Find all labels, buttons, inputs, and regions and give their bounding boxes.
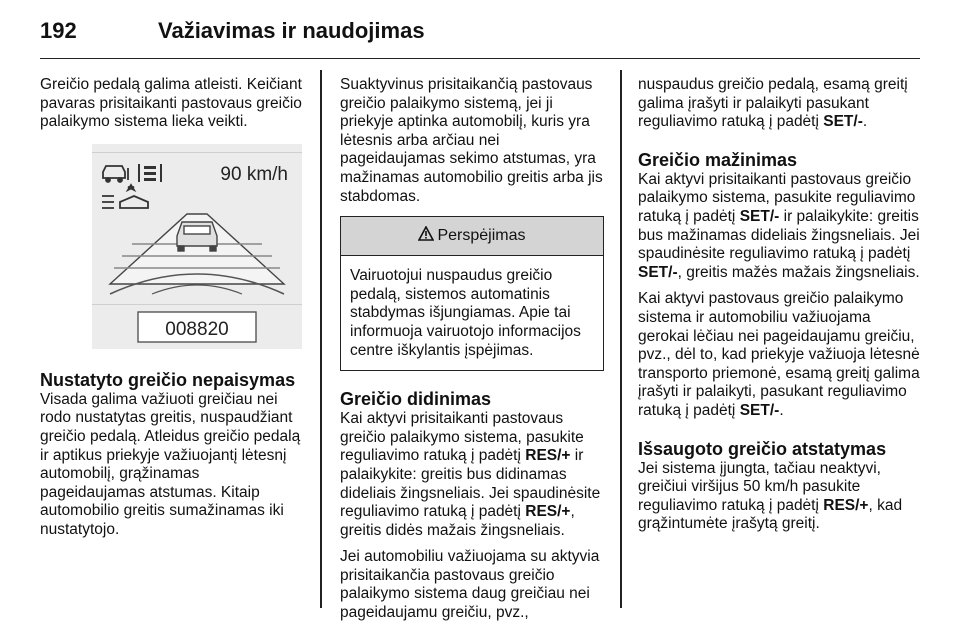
paragraph: Greičio pedalą galima atleisti. Keičiant pavaras prisitaikanti pastovaus greičio palaikymo sistema lieka veikti. [40, 76, 302, 131]
paragraph: Jei automobiliu važiuojama su aktyvia prisitaikančia pastovaus greičio palaikymo sistema daug greičiau nei pageidaujamu greičiu, pvz., [340, 548, 600, 622]
paragraph: Kai aktyvi prisitaikanti pastovaus greičio palaikymo sistema, pasukite reguliavimo ratuką į padėtį RES/+ ir palaikykite: greitis bus didinamas dideliais žingsneliais. Jei spaudinėsite reguliavimo ratuką į padėtį RES/+, greitis didės mažais žingsneliais. [340, 410, 601, 539]
paragraph: Suaktyvinus prisitaikančią pastovaus greičio palaikymo sistemą, jei ji priekyje aptinka automobilį, kuris yra lėtesnis arba arčiau nei pageidaujamas sekimo atstumas, yra mažinamas automobilio greitis arba jis stabdomas. [340, 76, 603, 205]
column-1 [40, 76, 308, 540]
paragraph: Kai aktyvi pastovaus greičio palaikymo sistema ir automobiliu važiuojama gerokai lėčiau nei pageidaujamu greičiu, pvz., dėl to, kad priekyje važiuoja lėtesnė transporto priemonė, esamą greitį galima įrašyti ir palaikyti, pasukant reguliavimo ratuką į padėtį SET/-. [638, 290, 920, 419]
paragraph: Visada galima važiuoti greičiau nei rodo nustatytas greitis, nuspaudžiant greičio pedalą. Atleidus greičio pedalą ir aptikus priekyje važiuojantį lėtesnį automobilį, grąžinamas pageidaujamas atstumas. Kitaip automobilio greitis sumažinamas iki nustatytojo. [40, 390, 301, 538]
paragraph: nuspaudus greičio pedalą, esamą greitį galima įrašyti ir palaikyti pasukant reguliavimo ratuką į padėtį SET/-. [638, 76, 908, 131]
page-header [40, 8, 920, 59]
odometer-readout: 008820 [165, 318, 229, 340]
section-heading: Nustatyto greičio nepaisymas [40, 369, 296, 390]
column-divider-1 [320, 70, 322, 608]
page-number: 192 [40, 18, 77, 43]
section-heading: Greičio didinimas [340, 389, 492, 410]
acc-display-illustration [92, 144, 302, 349]
paragraph: Jei sistema įjungta, tačiau neaktyvi, greičiui viršijus 50 km/h pasukite reguliavimo ratuką į padėtį RES/+, kad grąžintumėte įrašytą greitį. [638, 459, 903, 533]
column-3 [638, 76, 922, 534]
speed-readout: 90 km/h [220, 163, 288, 185]
section-heading: Išsaugoto greičio atstatymas [638, 438, 887, 459]
section-heading: Greičio mažinimas [638, 149, 798, 170]
page-title: Važiavimas ir naudojimas [158, 18, 425, 43]
warning-title: Perspėjimas [437, 226, 526, 244]
warning-triangle-icon [418, 226, 434, 247]
warning-box [340, 216, 604, 371]
paragraph: Kai aktyvi prisitaikanti pastovaus greičio palaikymo sistema, pasukite reguliavimo ratuką į padėtį SET/- ir palaikykite: greitis bus mažinamas dideliais žingsneliais. Jei spaudinėsite reguliavimo ratuką į padėtį SET/-, greitis mažės mažais žingsneliais. [638, 170, 920, 281]
column-divider-2 [620, 70, 622, 608]
warning-text: Vairuotojui nuspaudus greičio pedalą, sistemos automatinis stabdymas išjungiamas. Apie tai informuoja vairuotojo informacijos centre iškylantis įspėjimas. [350, 267, 581, 359]
column-2 [340, 76, 604, 623]
warning-header [341, 217, 603, 256]
